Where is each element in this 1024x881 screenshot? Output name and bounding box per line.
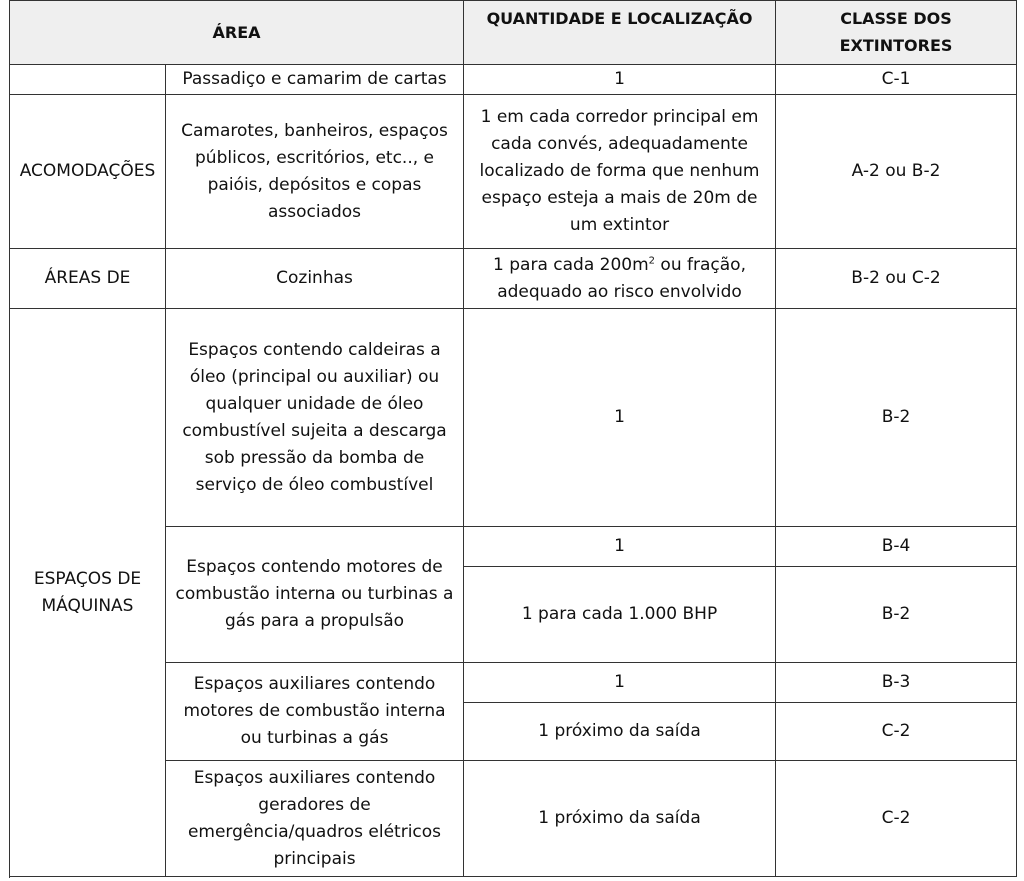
area-cell: Camarotes, banheiros, espaços públicos, escritórios, etc.., e paióis, depósitos e copas associados bbox=[166, 95, 464, 249]
header-quantity: QUANTIDADE E LOCALIZAÇÃO bbox=[464, 1, 776, 65]
area-cell: Espaços auxiliares contendo geradores de emergência/quadros elétricos principais bbox=[166, 761, 464, 877]
area-cell: Passadiço e camarim de cartas bbox=[166, 65, 464, 95]
area-cell: Espaços contendo caldeiras a óleo (principal ou auxiliar) ou qualquer unidade de óleo combustível sujeita a descarga sob pressão da bomba de serviço de óleo combustível bbox=[166, 309, 464, 527]
table-row bbox=[10, 249, 1017, 309]
quantity-prefix: 1 para cada 200m bbox=[493, 254, 649, 275]
table-row bbox=[10, 309, 1017, 527]
class-cell: B-2 bbox=[776, 567, 1017, 663]
quantity-cell: 1 próximo da saída bbox=[464, 761, 776, 877]
quantity-cell: 1 bbox=[464, 663, 776, 703]
table-row bbox=[10, 65, 1017, 95]
quantity-cell: 1 bbox=[464, 65, 776, 95]
class-cell: B-4 bbox=[776, 527, 1017, 567]
header-row bbox=[10, 1, 1017, 65]
group-cell: ACOMODAÇÕES bbox=[10, 95, 166, 249]
class-cell: C-1 bbox=[776, 65, 1017, 95]
group-cell: ÁREAS DE bbox=[10, 249, 166, 309]
area-cell: Cozinhas bbox=[166, 249, 464, 309]
quantity-suffix: ou fração, adequado ao risco envolvido bbox=[497, 254, 746, 302]
table-row bbox=[10, 95, 1017, 249]
class-cell: C-2 bbox=[776, 761, 1017, 877]
class-cell: A-2 ou B-2 bbox=[776, 95, 1017, 249]
quantity-cell: 1 bbox=[464, 309, 776, 527]
quantity-superscript: 2 bbox=[648, 254, 656, 266]
quantity-cell: 1 bbox=[464, 527, 776, 567]
quantity-cell: 1 em cada corredor principal em cada convés, adequadamente localizado de forma que nenhum espaço esteja a mais de 20m de um extintor bbox=[464, 95, 776, 249]
quantity-cell: 1 próximo da saída bbox=[464, 703, 776, 761]
class-cell: B-2 bbox=[776, 309, 1017, 527]
group-cell: ESPAÇOS DE MÁQUINAS bbox=[10, 309, 166, 877]
quantity-cell: 1 para cada 1.000 BHP bbox=[464, 567, 776, 663]
class-cell: B-3 bbox=[776, 663, 1017, 703]
area-cell: Espaços contendo motores de combustão interna ou turbinas a gás para a propulsão bbox=[166, 527, 464, 663]
class-cell: B-2 ou C-2 bbox=[776, 249, 1017, 309]
extinguisher-table bbox=[9, 0, 1017, 877]
quantity-cell bbox=[464, 249, 776, 309]
area-cell: Espaços auxiliares contendo motores de combustão interna ou turbinas a gás bbox=[166, 663, 464, 761]
class-cell: C-2 bbox=[776, 703, 1017, 761]
header-area: ÁREA bbox=[10, 1, 464, 65]
header-class: CLASSE DOS EXTINTORES bbox=[776, 1, 1017, 65]
group-cell bbox=[10, 65, 166, 95]
